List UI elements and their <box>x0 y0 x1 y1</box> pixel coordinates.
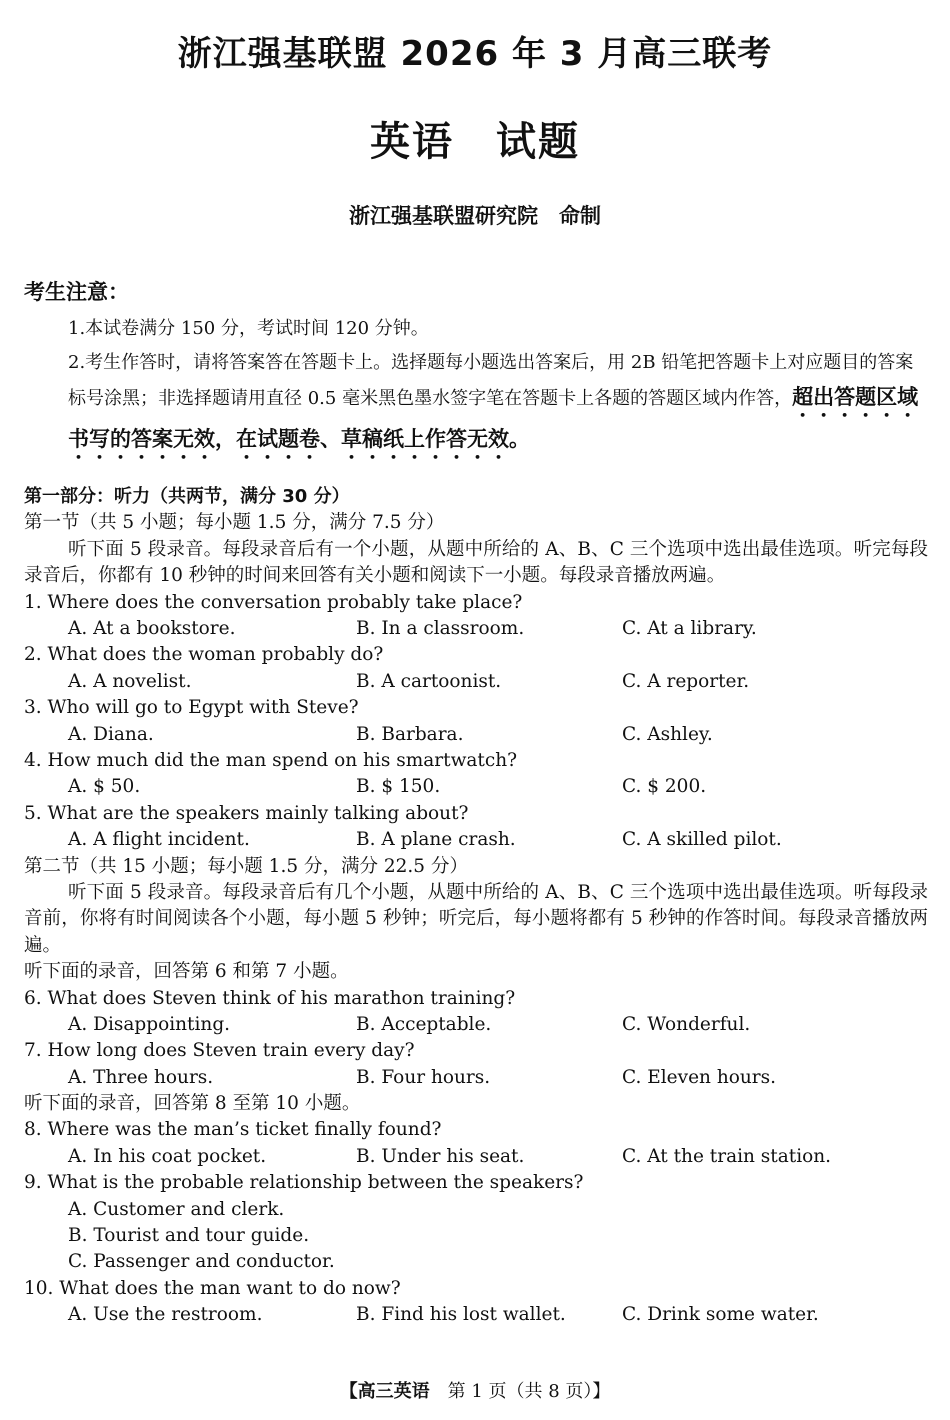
option-a: A. $ 50. <box>68 776 141 798</box>
option-c: C. At a library. <box>622 617 757 639</box>
question-options-1 <box>24 616 928 642</box>
question-stem-7: 7. How long does Steven train every day? <box>24 1040 415 1062</box>
option-c: C. A skilled pilot. <box>622 829 782 851</box>
question-options-3 <box>24 722 928 748</box>
listening-part <box>24 484 928 1329</box>
part1-heading: 第一部分：听力（共两节，满分 30 分） <box>24 486 350 507</box>
question-stem-9: 9. What is the probable relationship between the speakers? <box>24 1172 584 1194</box>
subject-title: 英语 试题 <box>370 119 580 165</box>
notice-title: 考生注意： <box>24 280 129 304</box>
option-a: A. Customer and clerk. <box>68 1198 285 1220</box>
option-a: A. Use the restroom. <box>68 1304 263 1326</box>
option-a: A. A novelist. <box>68 670 192 692</box>
footer-label: 【高三英语 <box>339 1381 430 1402</box>
option-c: C. Wonderful. <box>622 1013 751 1035</box>
option-a: A. A flight incident. <box>68 829 250 851</box>
notice-item-2-emphasis: 超出答题区域书写的答案无效，在试题卷、草稿纸上作答无效。 <box>68 385 919 451</box>
notice-item-1: 1.本试卷满分 150 分，考试时间 120 分钟。 <box>68 318 429 339</box>
option-b: B. In a classroom. <box>356 617 525 639</box>
option-c: C. A reporter. <box>622 670 750 692</box>
notice-item-2 <box>68 346 924 464</box>
option-b: B. Acceptable. <box>356 1013 492 1035</box>
option-b: B. Tourist and tour guide. <box>68 1225 310 1247</box>
exam-title: 浙江强基联盟 2026 年 3 月高三联考 <box>177 34 773 74</box>
option-b: B. A cartoonist. <box>356 670 502 692</box>
option-c: C. Drink some water. <box>622 1304 819 1326</box>
option-c: C. Passenger and conductor. <box>68 1251 335 1273</box>
option-b: B. A plane crash. <box>356 829 516 851</box>
section1-instruction: 听下面 5 段录音。每段录音后有一个小题，从题中所给的 A、B、C 三个选项中选出最佳选项。听完每段录音后，你都有 10 秒钟的时间来回答有关小题和阅读下一小题。每段录音播放两遍。 <box>24 538 928 587</box>
section2-sub-instruction-2: 听下面的录音，回答第 8 至第 10 小题。 <box>24 1093 361 1115</box>
option-b: B. Barbara. <box>356 723 464 745</box>
question-stem-8: 8. Where was the man’s ticket finally found? <box>24 1119 442 1141</box>
option-b: B. Four hours. <box>356 1066 491 1088</box>
question-stem-6: 6. What does Steven think of his marathon training? <box>24 987 516 1009</box>
option-b: B. $ 150. <box>356 776 441 798</box>
question-options-8 <box>24 1144 928 1170</box>
option-a: A. Three hours. <box>68 1066 214 1088</box>
question-stem-2: 2. What does the woman probably do? <box>24 644 384 666</box>
option-a: A. In his coat pocket. <box>68 1145 267 1167</box>
exam-maker: 浙江强基联盟研究院 命制 <box>349 204 601 228</box>
section1-heading: 第一节（共 5 小题；每小题 1.5 分，满分 7.5 分） <box>24 512 445 534</box>
option-a: A. Disappointing. <box>68 1013 231 1035</box>
option-c: C. Ashley. <box>622 723 713 745</box>
option-c: C. At the train station. <box>622 1145 832 1167</box>
section2-heading: 第二节（共 15 小题；每小题 1.5 分，满分 22.5 分） <box>24 855 468 877</box>
section2-instruction: 听下面 5 段录音。每段录音后有几个小题，从题中所给的 A、B、C 三个选项中选出最佳选项。听每段录音前，你将有时间阅读各个小题，每小题 5 秒钟；听完后，每小题将都有 5 秒钟的作答时间。每段录音播放两遍。 <box>24 881 928 956</box>
question-options-4 <box>24 774 928 800</box>
section2-sub-instruction-1: 听下面的录音，回答第 6 和第 7 小题。 <box>24 961 349 983</box>
question-options-5 <box>24 827 928 853</box>
option-a: A. At a bookstore. <box>68 617 236 639</box>
question-options-2 <box>24 669 928 695</box>
question-options-7 <box>24 1065 928 1091</box>
option-c: C. $ 200. <box>622 776 707 798</box>
option-c: C. Eleven hours. <box>622 1066 777 1088</box>
notice-item-2-text: 2.考生作答时，请将答案答在答题卡上。选择题每小题选出答案后，用 2B 铅笔把答题卡上对应题目的答案标号涂黑；非选择题请用直径 0.5 毫米黑色墨水签字笔在答题卡上各题的答题区域内作答， <box>68 352 914 409</box>
question-stem-5: 5. What are the speakers mainly talking about? <box>24 802 469 824</box>
option-b: B. Under his seat. <box>356 1145 525 1167</box>
question-stem-10: 10. What does the man want to do now? <box>24 1277 401 1299</box>
footer-page-number: 第 1 页（共 8 页）】 <box>447 1381 611 1402</box>
page-footer <box>0 1377 950 1403</box>
question-stem-4: 4. How much did the man spend on his smartwatch? <box>24 749 518 771</box>
question-options-6 <box>24 1012 928 1038</box>
option-b: B. Find his lost wallet. <box>356 1304 566 1326</box>
question-stem-1: 1. Where does the conversation probably take place? <box>24 591 523 613</box>
question-options-10 <box>24 1302 928 1328</box>
option-a: A. Diana. <box>68 723 154 745</box>
question-stem-3: 3. Who will go to Egypt with Steve? <box>24 697 359 719</box>
